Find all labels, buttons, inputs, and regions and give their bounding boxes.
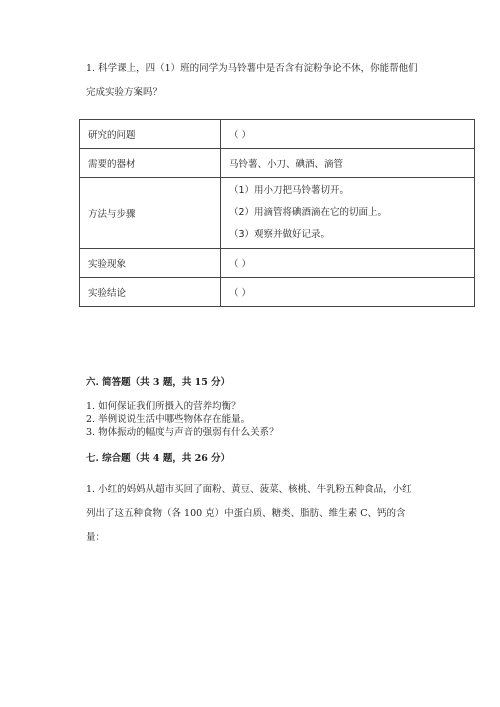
paragraph-line: 列出了这五种食物（各 100 克）中蛋白质、糖类、脂肪、维生素 C、钙的含 — [86, 508, 406, 519]
table-row — [80, 149, 475, 178]
section-6-list — [86, 400, 279, 439]
step-item: （2）用滴管将碘酒滴在它的切面上。 — [229, 207, 388, 218]
section-7-question — [86, 478, 414, 550]
row-label: 方法与步骤 — [80, 178, 221, 249]
paragraph-line: 量： — [86, 532, 106, 543]
list-item: 3. 物体振动的幅度与声音的强弱有什么关系？ — [86, 427, 279, 438]
row-steps — [221, 178, 475, 249]
question-1 — [86, 57, 426, 105]
paragraph-line: 1. 小红的妈妈从超市买回了面粉、黄豆、菠菜、核桃、牛乳粉五种食品，小红 — [86, 484, 412, 495]
row-value: （ ） — [221, 249, 475, 278]
step-item: （1）用小刀把马铃薯切开。 — [229, 185, 350, 196]
table-row — [80, 249, 475, 278]
table-row — [80, 178, 475, 249]
step-item: （3）观察并做好记录。 — [229, 229, 331, 240]
list-item: 1. 如何保证我们所摄入的营养均衡？ — [86, 401, 241, 412]
row-value: （ ） — [221, 278, 475, 307]
question-1-line-2: 完成实验方案吗？ — [86, 87, 163, 98]
question-1-line-1: 1. 科学课上，四（1）班的同学为马铃薯中是否含有淀粉争论不休，你能帮他们 — [86, 63, 418, 74]
row-value: （ ） — [221, 120, 475, 149]
row-label: 实验现象 — [80, 249, 221, 278]
table-row — [80, 120, 475, 149]
list-item: 2. 举例说说生活中哪些物体存在能量。 — [86, 414, 251, 425]
row-value: 马铃薯、小刀、碘酒、滴管 — [221, 149, 475, 178]
section-6-heading: 六. 简答题（共 3 题，共 15 分） — [86, 377, 231, 388]
row-label: 研究的问题 — [80, 120, 221, 149]
row-label: 需要的器材 — [80, 149, 221, 178]
row-label: 实验结论 — [80, 278, 221, 307]
section-7-heading: 七. 综合题（共 4 题，共 26 分） — [86, 453, 231, 464]
experiment-table — [79, 119, 475, 307]
table-row — [80, 278, 475, 307]
